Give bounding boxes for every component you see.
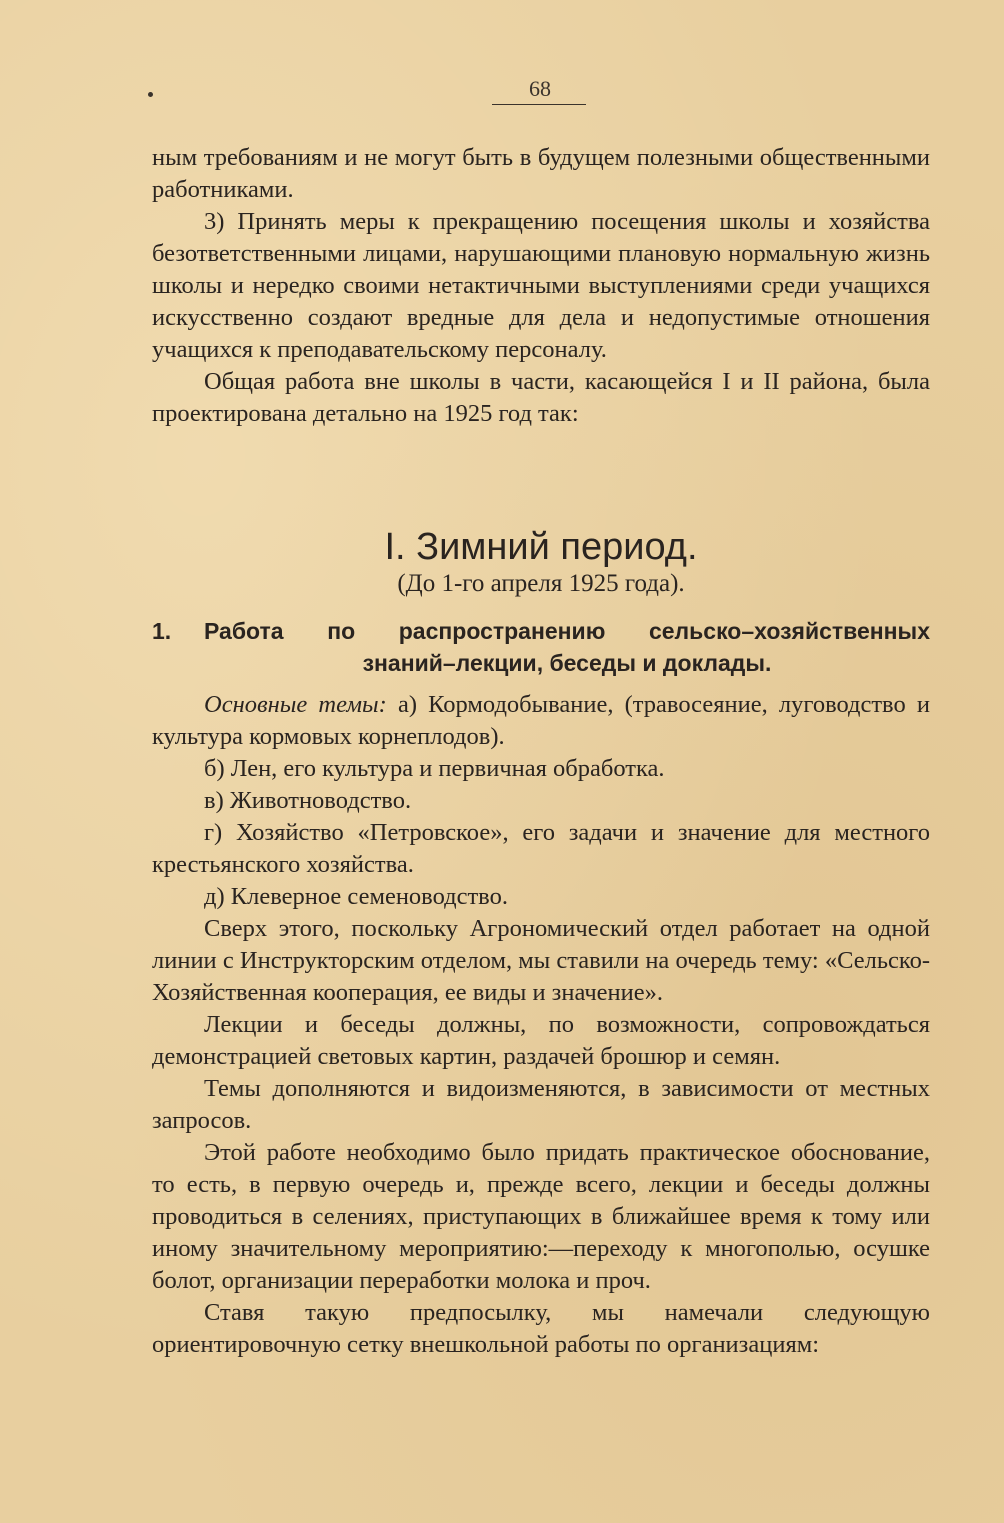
section-subheading: (До 1-го апреля 1925 года). xyxy=(397,570,685,597)
topic-g: г) Хозяйство «Петровское», его задачи и значение для местного крестьянского хозяйства. xyxy=(152,819,930,878)
topic-a-text: а) Кормодобывание, (травосеяние, луговодство и культура кормовых корнеплодов). xyxy=(152,691,931,750)
subsection-number: 1. xyxy=(152,618,172,644)
topics-block xyxy=(152,689,930,1361)
top-text-block xyxy=(152,142,930,430)
page-number-rule xyxy=(492,104,586,105)
topic-v: в) Животноводство. xyxy=(204,787,412,814)
paragraph-lectures: Лекции и беседы должны, по возможности, сопровождаться демонстрацией световых картин, раздачей брошюр и семян. xyxy=(152,1011,930,1070)
topics-label: Основные темы: xyxy=(204,691,387,718)
paragraph-topics: Темы дополняются и видоизменяются, в зависимости от местных запросов. xyxy=(152,1075,930,1134)
margin-dot xyxy=(148,92,153,97)
page-number: 68 xyxy=(529,76,551,101)
paragraph-premise: Ставя такую предпосылку, мы намечали следующую ориентировочную сетку внешкольной работы по организациям: xyxy=(152,1299,930,1358)
paragraph-cooperation: Сверх этого, поскольку Агрономический отдел работает на одной линии с Инструкторским отделом, мы ставили на очередь тему: «Сельско-Хозяйственная кооперация, ее виды и значение». xyxy=(152,915,930,1006)
section-heading: I. Зимний период. xyxy=(384,526,698,568)
topic-b: б) Лен, его культура и первичная обработка. xyxy=(204,755,665,782)
subsection-title-line1: Работа по распространению сельско–хозяйственных xyxy=(204,618,930,644)
paragraph-item-3: 3) Принять меры к прекращению посещения школы и хозяйства безответственными лицами, нарушающими плановую нормальную жизнь школы и нередко своими нетактичными выступлениями среди учащихся искусственно создают вредные для дела и недопустимые отношения учащихся к преподавательскому персоналу. xyxy=(152,208,930,363)
paragraph-general-work: Общая работа вне школы в части, касающейся I и II района, была проектирована детально на 1925 год так: xyxy=(152,368,930,427)
topic-a xyxy=(152,689,930,753)
paragraph-practical: Этой работе необходимо было придать практическое обоснование, то есть, в первую очередь и, прежде всего, лекции и беседы должны проводиться в селениях, приступающих в ближайшее время к тому или иному значительному мероприятию:—переходу к многополью, осушке болот, организации переработки молока и проч. xyxy=(152,1139,930,1294)
subsection-title-line2: знаний–лекции, беседы и доклады. xyxy=(362,650,772,676)
subsection-title xyxy=(152,615,930,679)
paragraph-continuation: ным требованиям и не могут быть в будущем полезными общественными работниками. xyxy=(152,144,930,203)
topic-d: д) Клеверное семеноводство. xyxy=(204,883,508,910)
